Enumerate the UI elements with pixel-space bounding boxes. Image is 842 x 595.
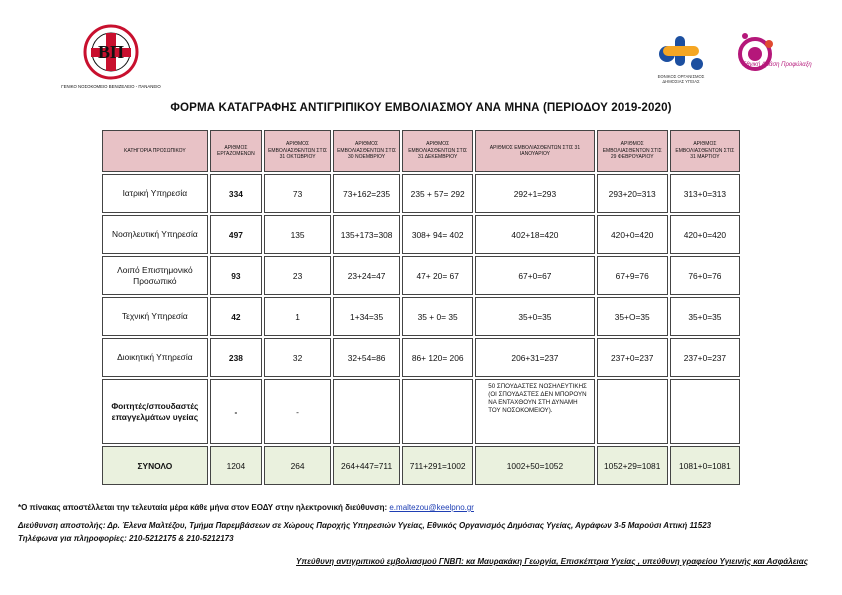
row-category: Διοικητική Υπηρεσία [102,338,208,377]
total-december: 711+291=1002 [402,446,473,485]
cell-february: 67+9=76 [597,256,668,295]
logo-monogram: ΒΠ [97,42,125,62]
table-row [102,174,740,213]
cell-january: 292+1=293 [475,174,594,213]
row-category: Λοιπό Επιστημονικό Προσωπικό [102,256,208,295]
eody-caption: ΕΘΝΙΚΟΣ ΟΡΓΑΝΙΣΜΟΣ ΔΗΜΟΣΙΑΣ ΥΓΕΙΑΣ [657,74,705,84]
cell-october: 32 [264,338,331,377]
total-row [102,446,740,485]
cell-october: 23 [264,256,331,295]
cell-november: 73+162=235 [333,174,400,213]
header-february: ΑΡΙΘΜΟΣ ΕΜΒΟΛΙΑΣΘΕΝΤΩΝ ΣΤΙΣ 29 ΦΕΒΡΟΥΑΡΙΟΥ [597,130,668,172]
cell-january: 206+31=237 [475,338,594,377]
header-january: ΑΡΙΘΜΟΣ ΕΜΒΟΛΙΑΣΘΕΝΤΩΝ ΣΤΙΣ 31 ΙΑΝΟΥΑΡΙΟΥ [475,130,594,172]
total-october: 264 [264,446,331,485]
total-employees: 1204 [210,446,262,485]
cell-february: 420+0=420 [597,215,668,254]
row-category: Φοιτητές/σπουδαστές επαγγελμάτων υγείας [102,379,208,444]
cell-march [670,379,740,444]
cell-october: 135 [264,215,331,254]
cell-december [402,379,473,444]
form-title: ΦΟΡΜΑ ΚΑΤΑΓΡΑΦΗΣ ΑΝΤΙΓΡΙΠΙΚΟΥ ΕΜΒΟΛΙΑΣΜΟΥ ΑΝΑ ΜΗΝΑ (ΠΕΡΙΟΔΟΥ 2019-2020) [170,101,672,114]
cell-december: 308+ 94= 402 [402,215,473,254]
header-row [102,130,740,172]
row-employees: 497 [210,215,262,254]
total-february: 1052+29=1081 [597,446,668,485]
footer-responsible: Υπεύθυνη αντιγριπικού εμβολιασμού ΓΝΒΠ: κα Μαυρακάκη Γεωργία, Επισκέπτρια Υγείας , υπεύθυνη γραφείου Υγιεινής και Ασφάλειας [296,557,808,566]
table-row [102,215,740,254]
header-employees: ΑΡΙΘΜΟΣ ΕΡΓΑΖΟΜΕΝΩΝ [210,130,262,172]
cell-november [333,379,400,444]
cell-december: 86+ 120= 206 [402,338,473,377]
students-row [102,379,740,444]
cell-october: 1 [264,297,331,336]
row-employees: - [210,379,262,444]
row-employees: 42 [210,297,262,336]
footer-note-text: *Ο πίνακας αποστέλλεται την τελευταία μέρα κάθε μήνα στον ΕΟΔΥ στην ηλεκτρονική διεύθυνση: [18,503,388,512]
cell-october: 73 [264,174,331,213]
row-category: Νοσηλευτική Υπηρεσία [102,215,208,254]
cell-january: 67+0=67 [475,256,594,295]
campaign-logo [735,24,812,84]
header-october: ΑΡΙΘΜΟΣ ΕΜΒΟΛΙΑΣΘΕΝΤΩΝ ΣΤΙΣ 31 ΟΚΤΩΒΡΙΟΥ [264,130,331,172]
cell-january: 402+18=420 [475,215,594,254]
table-row [102,338,740,377]
table-row [102,297,740,336]
row-employees: 334 [210,174,262,213]
footer-note [18,503,474,512]
total-label: ΣΥΝΟΛΟ [102,446,208,485]
cell-december: 35 + 0= 35 [402,297,473,336]
cell-march: 313+0=313 [670,174,740,213]
cell-february: 237+0=237 [597,338,668,377]
footer-phones: Τηλέφωνα για πληροφορίες: 210-5212175 & 210-5212173 [18,534,234,543]
header-december: ΑΡΙΘΜΟΣ ΕΜΒΟΛΙΑΣΘΕΝΤΩΝ ΣΤΙΣ 31 ΔΕΚΕΜΒΡΙΟΥ [402,130,473,172]
row-employees: 93 [210,256,262,295]
cell-march: 76+0=76 [670,256,740,295]
cell-october: - [264,379,331,444]
total-january: 1002+50=1052 [475,446,594,485]
header-november: ΑΡΙΘΜΟΣ ΕΜΒΟΛΙΑΣΘΕΝΤΩΝ ΣΤΙΣ 30 ΝΟΕΜΒΡΙΟΥ [333,130,400,172]
campaign-text: Εθνική Δράση Προφύλαξη [742,62,812,68]
cell-february [597,379,668,444]
cell-november: 32+54=86 [333,338,400,377]
cell-march: 420+0=420 [670,215,740,254]
footer-address: Διεύθυνση αποστολής: Δρ. Έλενα Μαλτέζου, Τμήμα Παρεμβάσεων σε Χώρους Παροχής Υπηρεσιών Υγείας, Εθνικός Οργανισμός Δημόσιας Υγείας, Αγράφων 3-5 Μαρούσι Αττική 11523 [18,521,712,530]
cell-december: 47+ 20= 67 [402,256,473,295]
header-march: ΑΡΙΘΜΟΣ ΕΜΒΟΛΙΑΣΘΕΝΤΩΝ ΣΤΙΣ 31 ΜΑΡΤΙΟΥ [670,130,740,172]
row-employees: 238 [210,338,262,377]
logo-ring-text: ΓΕΝΙΚΟ ΝΟΣΟΚΟΜΕΙΟ ΒΕΝΙΖΕΛΕΙΟ - ΠΑΝΑΝΕΙΟ [61,84,161,89]
cell-february: 293+20=313 [597,174,668,213]
cell-march: 237+0=237 [670,338,740,377]
row-category: Ιατρική Υπηρεσία [102,174,208,213]
cell-february: 35+O=35 [597,297,668,336]
total-march: 1081+0=1081 [670,446,740,485]
table-row [102,256,740,295]
total-november: 264+447=711 [333,446,400,485]
vaccination-table [100,128,742,487]
row-category: Τεχνική Υπηρεσία [102,297,208,336]
hospital-logo [61,22,161,96]
header-category: ΚΑΤΗΓΟΡΙΑ ΠΡΟΣΩΠΙΚΟΥ [102,130,208,172]
cell-november: 135+173=308 [333,215,400,254]
cell-november: 23+24=47 [333,256,400,295]
cell-january: 35+0=35 [475,297,594,336]
cell-december: 235 + 57= 292 [402,174,473,213]
cell-march: 35+0=35 [670,297,740,336]
email-link[interactable]: e.maltezou@keelpno.gr [389,503,474,512]
students-note: 50 ΣΠΟΥΔΑΣΤΕΣ ΝΟΣΗΛΕΥΤΙΚΗΣ (ΟΙ ΣΠΟΥΔΑΣΤΕΣ ΔΕΝ ΜΠΟΡΟΥΝ ΝΑ ΕΝΤΑΧΘΟΥΝ ΣΤΗ ΔΥΝΑΜΗ ΤΟΥ ΝΟΣΟΚΟΜΕΙΟΥ). [475,379,594,444]
cell-november: 1+34=35 [333,297,400,336]
